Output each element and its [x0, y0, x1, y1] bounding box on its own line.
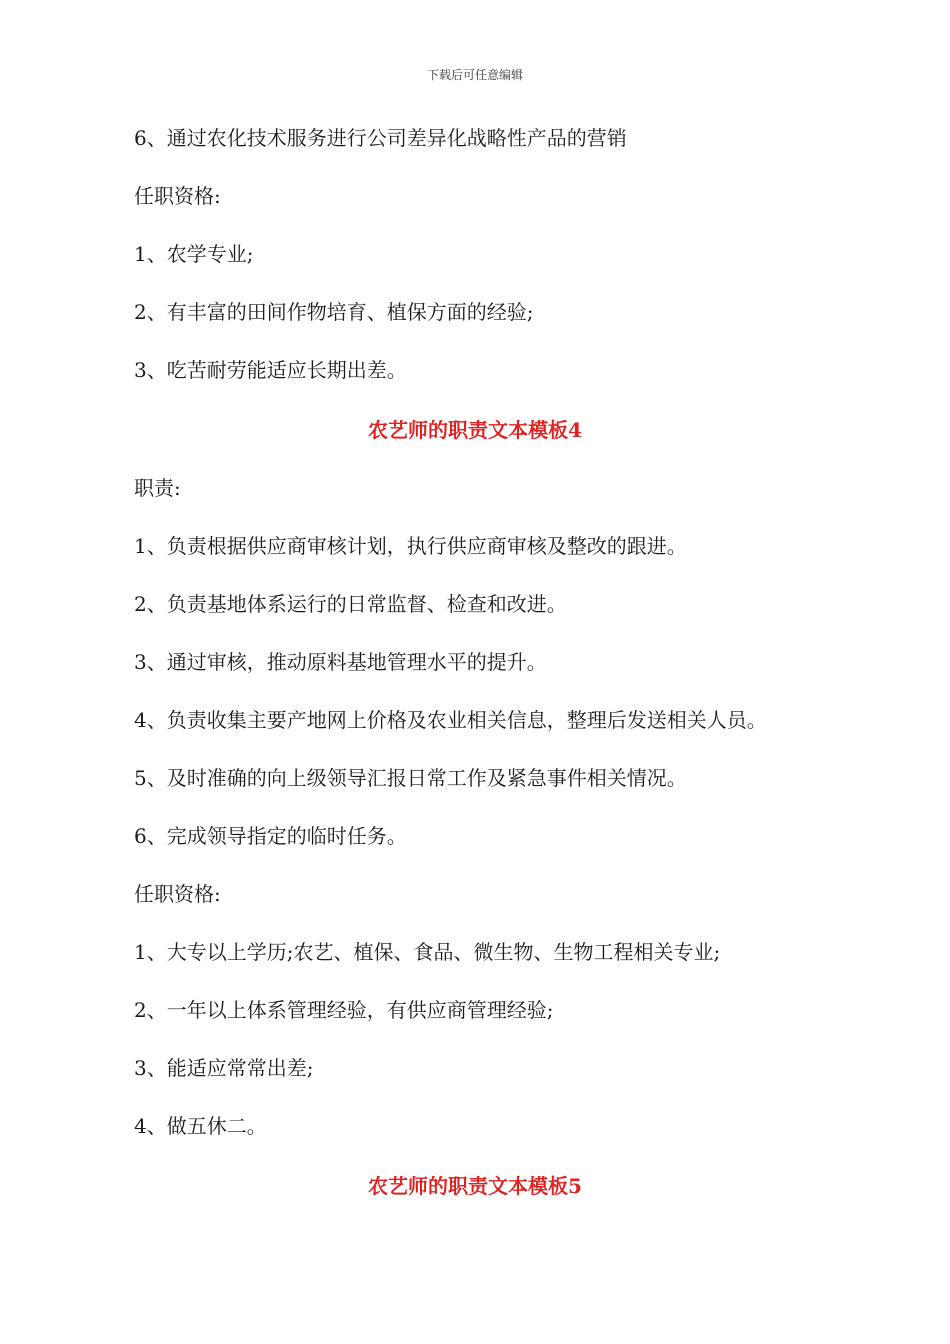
section-heading-template-4: 农艺师的职责文本模板4 — [368, 418, 582, 442]
paragraph-duty-6: 6、完成领导指定的临时任务。 — [134, 824, 407, 848]
section-label-qualifications: 任职资格: — [134, 184, 221, 208]
paragraph-qualification-3: 3、吃苦耐劳能适应长期出差。 — [134, 358, 407, 382]
paragraph-qualification-2-4: 4、做五休二。 — [134, 1114, 267, 1138]
paragraph-qualification-2-1: 1、大专以上学历;农艺、植保、食品、微生物、生物工程相关专业; — [134, 940, 721, 964]
paragraph-qualification-2-2: 2、一年以上体系管理经验，有供应商管理经验; — [134, 998, 554, 1022]
section-label-duties: 职责: — [134, 476, 181, 500]
paragraph-duty-3: 3、通过审核，推动原料基地管理水平的提升。 — [134, 650, 547, 674]
section-label-qualifications-2: 任职资格: — [134, 882, 221, 906]
paragraph-duty-5: 5、及时准确的向上级领导汇报日常工作及紧急事件相关情况。 — [134, 766, 687, 790]
paragraph-duty-4: 4、负责收集主要产地网上价格及农业相关信息，整理后发送相关人员。 — [134, 708, 767, 732]
paragraph-qualification-1: 1、农学专业; — [134, 242, 254, 266]
paragraph-duty-6-marketing: 6、通过农化技术服务进行公司差异化战略性产品的营销 — [134, 126, 627, 150]
paragraph-duty-1: 1、负责根据供应商审核计划，执行供应商审核及整改的跟进。 — [134, 534, 687, 558]
paragraph-qualification-2-3: 3、能适应常常出差; — [134, 1056, 314, 1080]
paragraph-qualification-2: 2、有丰富的田间作物培育、植保方面的经验; — [134, 300, 534, 324]
page-header: 下载后可任意编辑 — [426, 68, 523, 82]
section-heading-template-5: 农艺师的职责文本模板5 — [368, 1174, 582, 1198]
paragraph-duty-2: 2、负责基地体系运行的日常监督、检查和改进。 — [134, 592, 567, 616]
